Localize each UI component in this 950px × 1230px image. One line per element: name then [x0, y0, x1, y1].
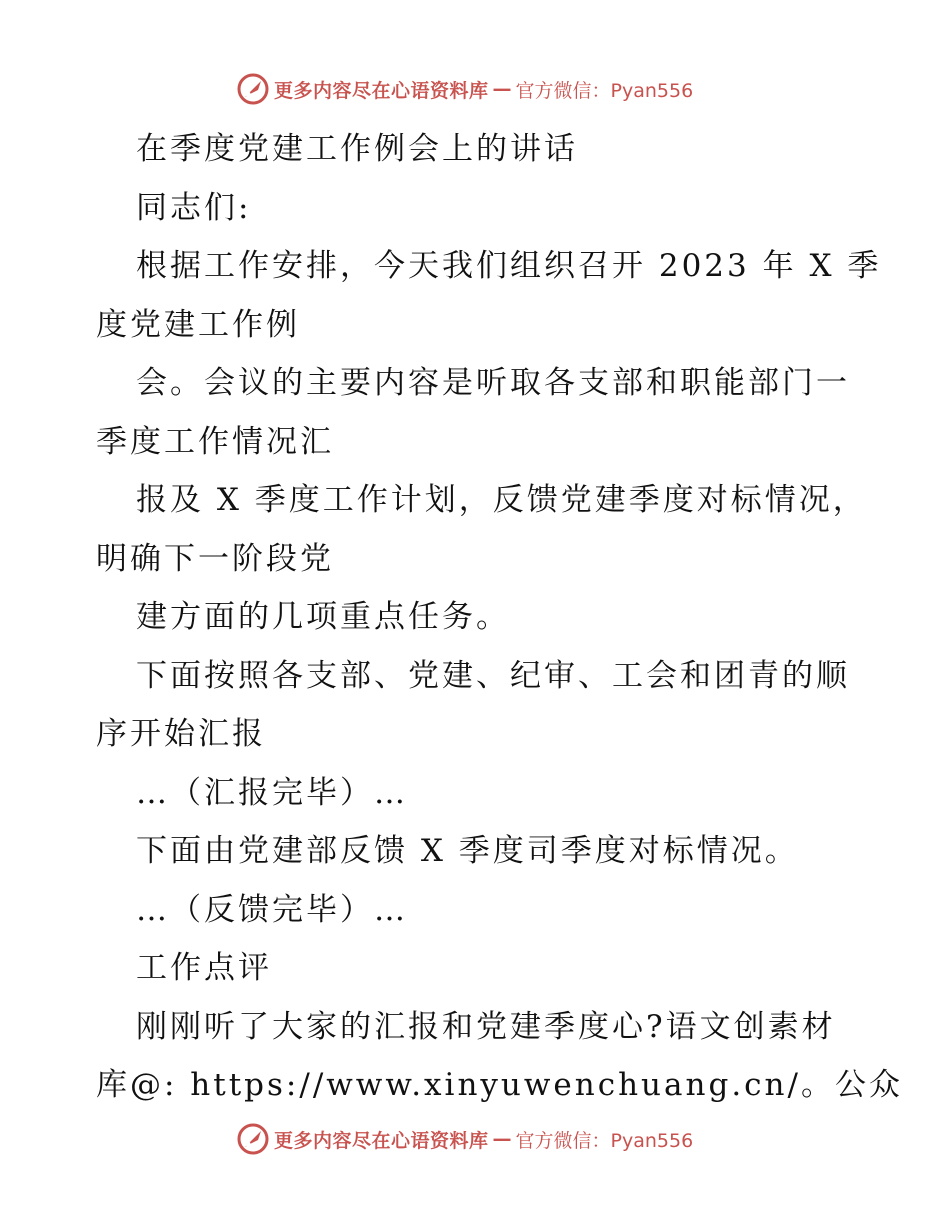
watermark-separator: — [492, 1128, 512, 1150]
watermark-contact: 官方微信：Pyan556 [515, 1129, 694, 1152]
text-line: …（反馈完毕）… [136, 891, 408, 928]
text-line: 报及 X 季度工作计划，反馈党建季度对标情况， [136, 482, 867, 518]
text-line: 建方面的几项重点任务。 [136, 599, 510, 635]
text-line: 根据工作安排，今天我们组织召开 2023 年 X 季 [136, 248, 882, 284]
watermark-footer [236, 1122, 693, 1156]
document-body [96, 120, 903, 1115]
watermark-text: 更多内容尽在心语资料库 [274, 1129, 489, 1152]
text-line: 下面按照各支部、党建、纪审、工会和团青的顺 [136, 657, 850, 694]
text-line: 明确下一阶段党 [96, 540, 334, 577]
text-line: 刚刚听了大家的汇报和党建季度心?语文创素材 [136, 1008, 836, 1045]
quill-logo-icon [236, 72, 270, 106]
text-line: 在季度党建工作例会上的讲话 [136, 131, 578, 167]
text-line: …（汇报完毕）… [136, 774, 408, 811]
watermark-text: 更多内容尽在心语资料库 [274, 79, 489, 102]
text-line: 库@: https://www.xinyuwenchuang.cn/。公众 [96, 1067, 903, 1103]
text-line: 下面由党建部反馈 X 季度司季度对标情况。 [136, 833, 799, 869]
text-line: 会。会议的主要内容是听取各支部和职能部门一 [136, 365, 850, 401]
text-line: 工作点评 [136, 950, 272, 986]
text-line: 度党建工作例 [96, 306, 300, 343]
quill-logo-icon [236, 1122, 270, 1156]
watermark-separator: — [492, 78, 512, 100]
text-line: 季度工作情况汇 [96, 423, 334, 460]
watermark-header [236, 72, 693, 106]
text-line: 同志们: [136, 189, 252, 226]
text-line: 序开始汇报 [96, 716, 266, 752]
watermark-contact: 官方微信：Pyan556 [515, 79, 694, 102]
